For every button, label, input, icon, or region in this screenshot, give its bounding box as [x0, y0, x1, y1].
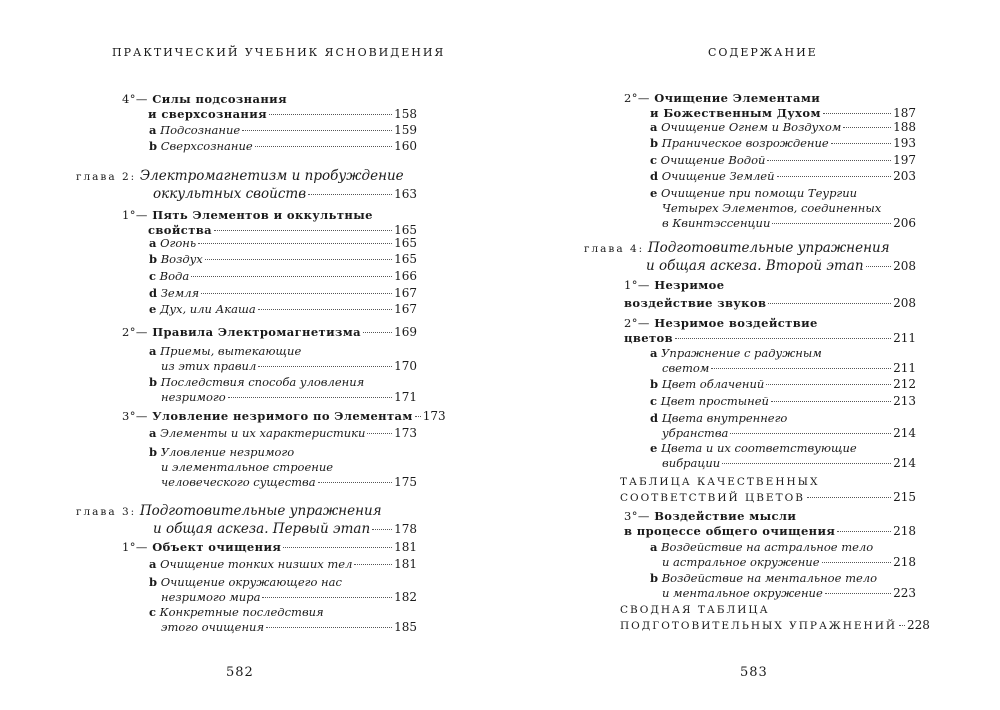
chapter-entry: глава 2: Электромагнетизм и пробуждение оккультных свойств 163	[76, 168, 417, 202]
toc-entry: 1°— Пять Элементов и оккультные свойства 165	[122, 208, 417, 237]
toc-subentry: b Праническое возрождение 193	[650, 136, 916, 150]
toc-entry: 2°— Очищение Элементами и Божественным Духом 187	[624, 91, 916, 120]
toc-entry: 1°— Объект очищения 181	[122, 540, 417, 554]
toc-subentry: a Очищение Огнем и Воздухом 188	[650, 120, 916, 134]
toc-subentry: e Дух, или Акаша 167	[149, 302, 417, 316]
running-head-right: СОДЕРЖАНИЕ	[708, 46, 818, 59]
toc-subentry: a Упражнение с радужным светом 211	[650, 346, 916, 375]
toc-subentry: a Очищение тонких низших тел 181	[149, 557, 417, 571]
toc-entry: 3°— Уловление незримого по Элементам 173	[122, 409, 446, 423]
right-page	[500, 0, 1000, 710]
page-number-left: 582	[226, 665, 254, 680]
toc-entry: 2°— Незримое воздействие цветов 211	[624, 316, 916, 345]
page-number-right: 583	[740, 665, 768, 680]
toc-subentry: b Сверхсознание 160	[149, 139, 417, 153]
toc-subentry: d Очищение Землей 203	[650, 169, 916, 183]
toc-subentry: a Элементы и их характеристики 173	[149, 426, 417, 440]
toc-subentry: e Очищение при помощи Теургии Четырех Элементов, соединенных в Квинтэссенции 206	[650, 186, 916, 230]
running-head-left: ПРАКТИЧЕСКИЙ УЧЕБНИК ЯСНОВИДЕНИЯ	[112, 46, 446, 59]
toc-subentry: e Цвета и их соответствующие вибрации 214	[650, 441, 916, 470]
toc-subentry: b Уловление незримого и элементальное строение человеческого существа 175	[149, 445, 417, 489]
toc-entry: 4°— Силы подсознания и сверхсознания 158	[122, 92, 417, 121]
toc-subentry: a Подсознание 159	[149, 123, 417, 137]
toc-subentry: a Воздействие на астральное тело и астральное окружение 218	[650, 540, 916, 569]
toc-subentry: b Цвет облачений 212	[650, 377, 916, 391]
toc-subentry: d Цвета внутреннего убранства 214	[650, 411, 916, 440]
toc-entry: 1°— Незримое воздействие звуков 208	[624, 278, 916, 310]
toc-subentry: c Цвет простыней 213	[650, 394, 916, 408]
toc-subentry: b Очищение окружающего нас незримого мира 182	[149, 575, 417, 604]
toc-entry: 2°— Правила Электромагнетизма 169	[122, 325, 417, 339]
toc-subentry: c Конкретные последствия этого очищения 185	[149, 605, 417, 634]
toc-subentry: c Очищение Водой 197	[650, 153, 916, 167]
toc-table-entry: ТАБЛИЦА КАЧЕСТВЕННЫХ СООТВЕТСТВИЙ ЦВЕТОВ 215	[620, 476, 916, 504]
toc-subentry: b Воздух 165	[149, 252, 417, 266]
toc-subentry: c Вода 166	[149, 269, 417, 283]
toc-subentry: a Приемы, вытекающие из этих правил 170	[149, 344, 417, 373]
chapter-entry: глава 4: Подготовительные упражнения и общая аскеза. Второй этап 208	[584, 240, 916, 274]
toc-subentry: b Последствия способа уловления незримого 171	[149, 375, 417, 404]
toc-subentry: a Огонь 165	[149, 236, 417, 250]
chapter-entry: глава 3: Подготовительные упражнения и общая аскеза. Первый этап 178	[76, 503, 417, 537]
toc-subentry: b Воздействие на ментальное тело и ментальное окружение 223	[650, 571, 916, 600]
toc-subentry: d Земля 167	[149, 286, 417, 300]
toc-table-entry: СВОДНАЯ ТАБЛИЦА ПОДГОТОВИТЕЛЬНЫХ УПРАЖНЕНИЙ 228	[620, 604, 930, 632]
toc-entry: 3°— Воздействие мысли в процессе общего очищения 218	[624, 509, 916, 538]
